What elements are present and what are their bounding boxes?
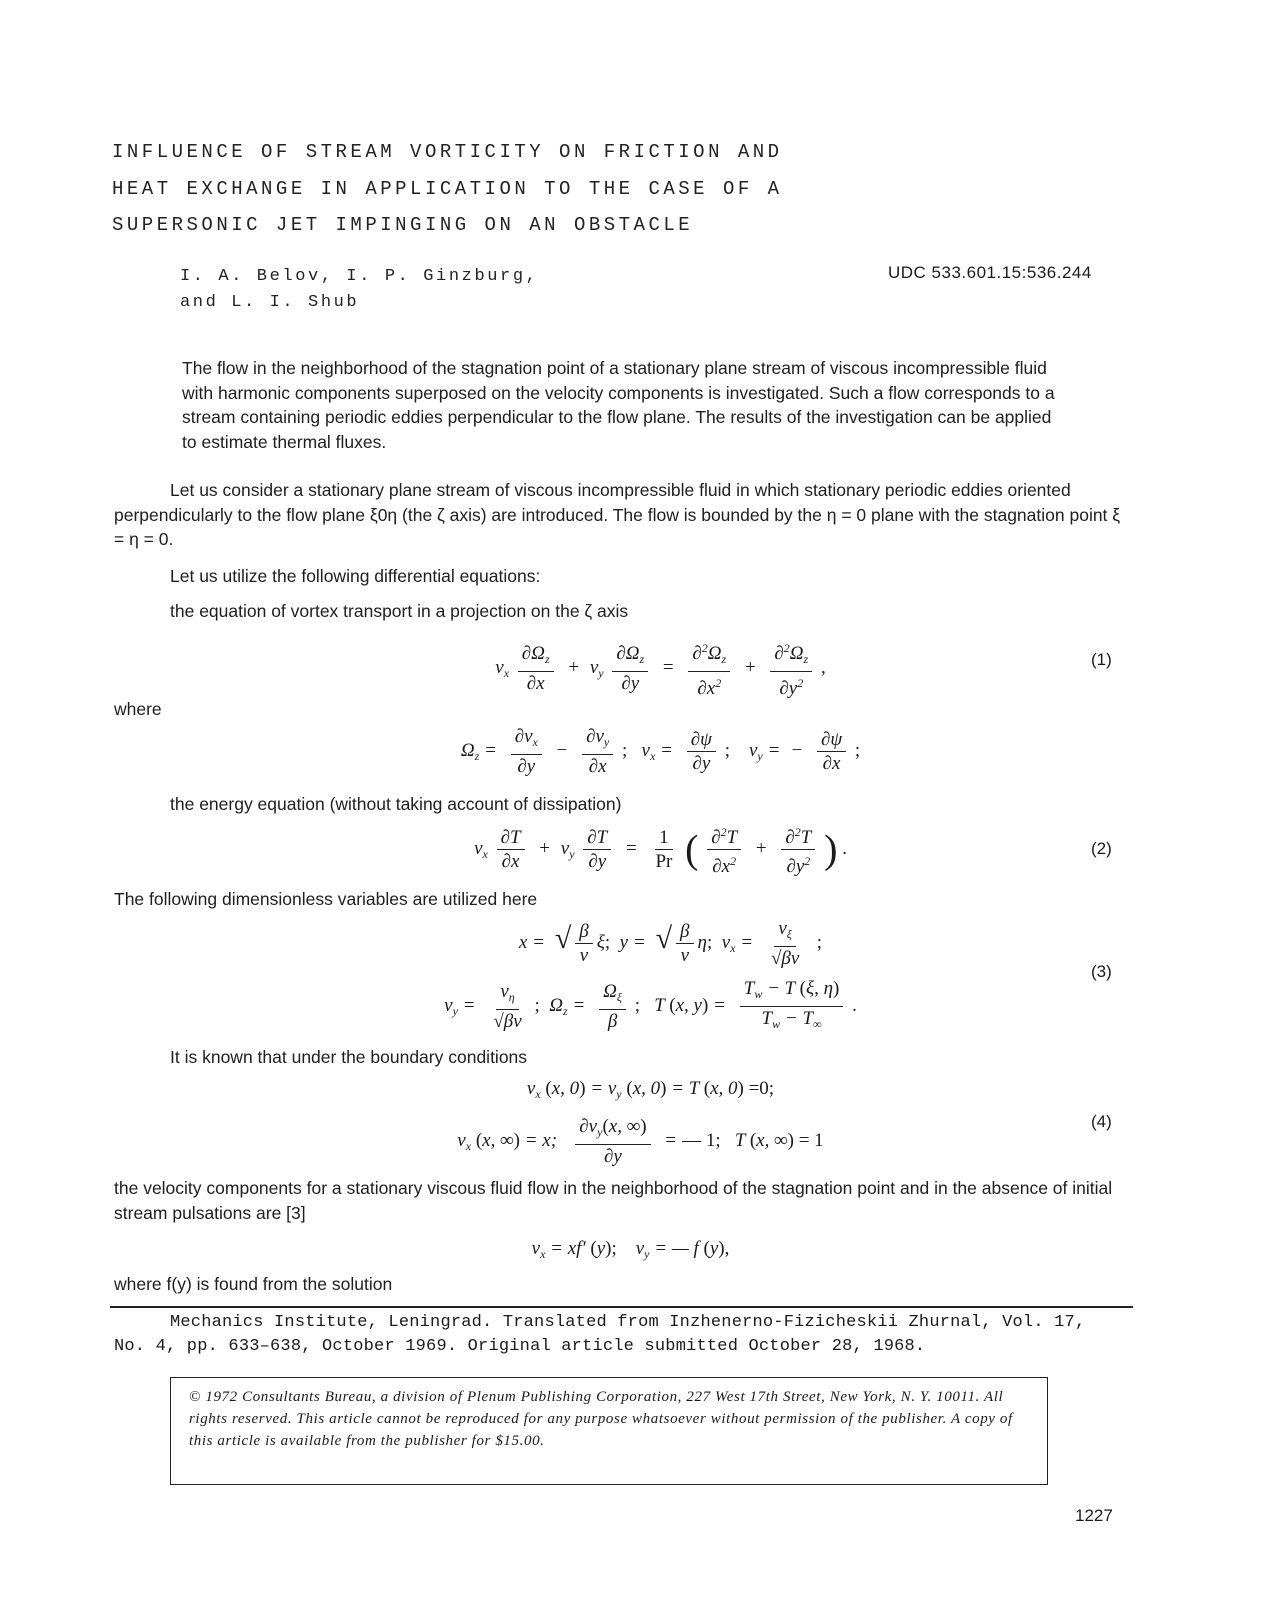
- paragraph-energy: the energy equation (without taking account of dissipation): [170, 794, 622, 814]
- equation-number-3: (3): [1091, 962, 1112, 981]
- copyright-box: © 1972 Consultants Bureau, a division of Plenum Publishing Corporation, 227 West 17th Street, New York, N. Y. 10011. All rights reserved. This article cannot be reproduced for any purpose whatsoever without permission of the publisher. A copy of this article is available from the publisher for $15.00.: [170, 1377, 1048, 1485]
- paragraph-intro: Let us consider a stationary plane stream of viscous incompressible fluid in which stationary periodic eddies oriented perpendicularly to the flow plane ξ0η (the ζ axis) are introduced. The flow is bounded by the η = 0 plane with the stagnation point ξ = η = 0.: [114, 480, 1121, 549]
- equation-2: $v_x$ $\frac{\partial T}{\partial x}$ + $v_y$ $\frac{\partial T}{\partial y}$ = $\frac{1}{Pr}$ ( $\frac{\partial^2T}{\partial x^2}$ + $\frac{\partial^2T}{\partial y^2}$ ) .: [0, 822, 1261, 877]
- equation-3-line-2: $v_y$ = $\frac{v_\eta}{√\beta\nu}$ ; $\Omega_z$ = $\frac{\Omega_\xi}{\beta}$ ; T (x, y) = $\frac{T_w - T (\xi, \eta)}{T_w - T_\infty}$ .: [444, 978, 857, 1032]
- equation-1: $v_x$ $\frac{\partial\Omega_z}{\partial x}$ + $v_y$ $\frac{\partial\Omega_z}{\partial y}$ = $\frac{\partial^2\Omega_z}{\partial x^2}$ + $\frac{\partial^2\Omega_z}{\partial y^2}$ ,: [0, 638, 1261, 699]
- equation-number-1: (1): [1091, 650, 1112, 669]
- equation-velocity-solution: $v_x = xf'$ (y); $v_y$ = — f (y),: [531, 1238, 730, 1261]
- footnote: Mechanics Institute, Leningrad. Translated from Inzhenerno-Fizicheskii Zhurnal, Vol. 17, No. 4, pp. 633–638, October 1969. Original article submitted October 28, 1968.: [114, 1313, 1086, 1356]
- equation-4-line-2: $v_x$ (x, ∞) = x; $\frac{\partial v_y(x, \infty)}{\partial y}$ = — 1; T (x, ∞) = 1: [457, 1116, 824, 1167]
- title-line-2: HEAT EXCHANGE IN APPLICATION TO THE CASE OF A: [112, 178, 783, 200]
- equation-3-line-1: x = √ $\frac{\beta}{\nu}$ ξ; y = √ $\frac{\beta}{\nu}$ η; $v_x$ = $\frac{v_\xi}{√\beta\nu}$ ;: [518, 918, 823, 969]
- authors-line-1: I. A. Belov, I. P. Ginzburg,: [180, 267, 539, 286]
- paragraph-solution: where f(y) is found from the solution: [114, 1274, 393, 1294]
- equation-4-line-1: $v_x$ (x, $0) = v_y$ (x, 0) = T (x, 0) =0;: [526, 1078, 775, 1101]
- paragraph-velocity: the velocity components for a stationary viscous fluid flow in the neighborhood of the stagnation point and in the absence of initial stream pulsations are [3]: [114, 1178, 1113, 1223]
- equation-number-2: (2): [1091, 839, 1112, 858]
- authors: [180, 264, 538, 316]
- footnote-divider: [110, 1306, 1133, 1308]
- authors-line-2: and L. I. Shub: [180, 293, 360, 312]
- equation-number-4: (4): [1091, 1112, 1112, 1131]
- equation-vorticity-definitions: $\Omega_z$ = $\frac{\partial v_x}{\partial y}$ − $\frac{\partial v_y}{\partial x}$ ; $v_x$ = $\frac{\partial\psi}{\partial y}$ ; $v_y$ = − $\frac{\partial\psi}{\partial x}$ ;: [460, 726, 861, 777]
- abstract: The flow in the neighborhood of the stagnation point of a stationary plane stream of viscous incompressible fluid with harmonic components superposed on the velocity components is investigated. Such a flow corresponds to a stream containing periodic eddies perpendicular to the flow plane. The results of the investigation can be applied to estimate thermal fluxes.: [182, 358, 1055, 452]
- title-line-3: SUPERSONIC JET IMPINGING ON AN OBSTACLE: [112, 214, 694, 236]
- paragraph-dimensionless: The following dimensionless variables are utilized here: [114, 889, 538, 909]
- title-line-1: INFLUENCE OF STREAM VORTICITY ON FRICTION AND: [112, 141, 783, 163]
- paragraph-equations-intro: Let us utilize the following differential equations:: [170, 566, 541, 586]
- paragraph-boundary: It is known that under the boundary conditions: [170, 1047, 528, 1067]
- page-number: 1227: [1075, 1506, 1113, 1525]
- udc-code: UDC 533.601.15:536.244: [888, 263, 1092, 282]
- where-label: where: [114, 699, 162, 719]
- paragraph-vortex: the equation of vortex transport in a projection on the ζ axis: [170, 601, 629, 621]
